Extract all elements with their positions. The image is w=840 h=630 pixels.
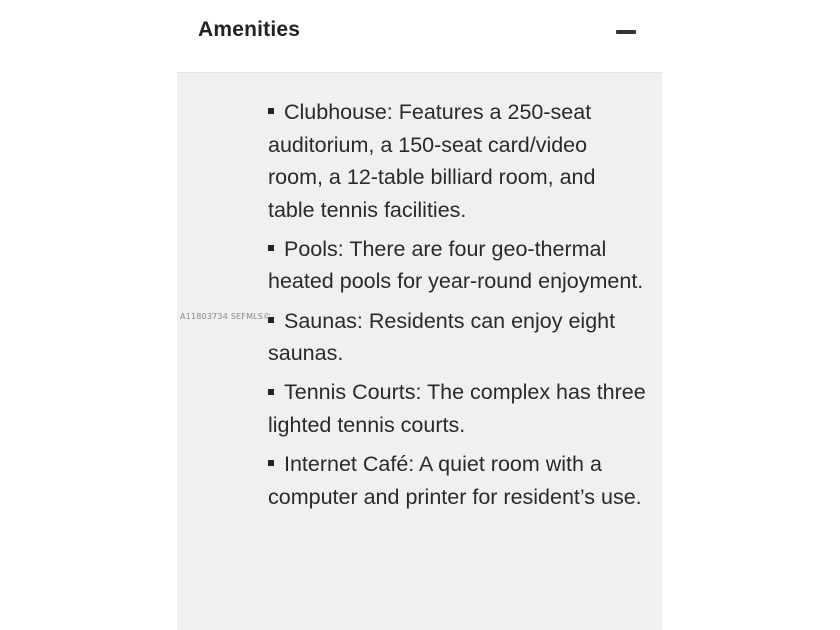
bullet-icon [268, 389, 274, 395]
collapse-button[interactable] [614, 20, 640, 44]
amenities-panel [177, 72, 662, 630]
amenity-item-clubhouse [268, 96, 648, 226]
amenity-item-tennis-courts [268, 376, 648, 441]
amenity-text: Clubhouse: Features a 250-seat auditorium, a 150-seat card/video room, a 12-table billiard room, and table tennis facilities. [268, 100, 596, 222]
amenity-text: Saunas: Residents can enjoy eight saunas. [268, 308, 616, 366]
minus-icon [616, 30, 636, 34]
amenity-item-pools [268, 233, 648, 298]
amenity-text: Internet Café: A quiet room with a computer and printer for resident’s use. [268, 451, 642, 509]
amenity-item-saunas [268, 305, 648, 370]
bullet-icon [268, 245, 274, 251]
mls-watermark: A11803734 SEFMLS© [180, 312, 272, 321]
amenities-list [268, 96, 648, 520]
bullet-icon [268, 460, 274, 466]
bullet-icon [268, 108, 274, 114]
section-title: Amenities [198, 18, 301, 41]
amenities-header[interactable] [177, 0, 662, 72]
amenity-item-internet-cafe [268, 448, 648, 513]
amenity-text: Tennis Courts: The complex has three lighted tennis courts. [268, 380, 646, 437]
amenity-text: Pools: There are four geo-thermal heated pools for year-round enjoyment. [268, 236, 644, 294]
